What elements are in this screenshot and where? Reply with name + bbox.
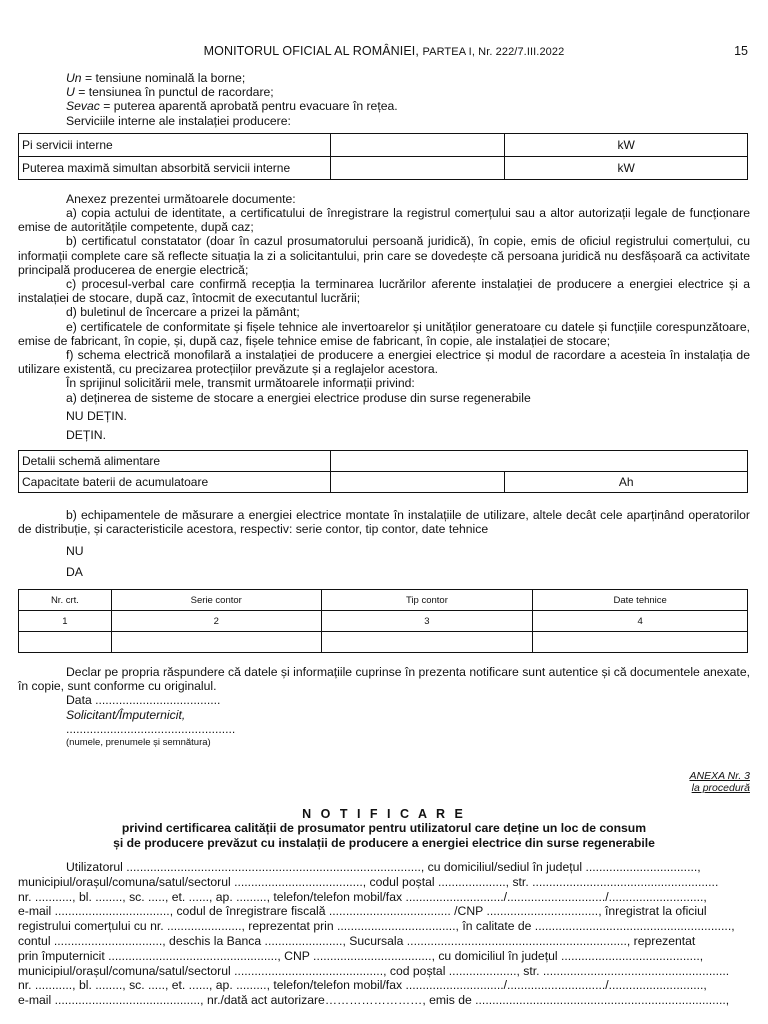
form-line[interactable]: e-mail ..........................................., nr./dată act autorizare……………………, emis de ..........................................................................,	[18, 993, 730, 1008]
storage-question: a) deținerea de sisteme de stocare a energiei electrice produse din surse regenerabile	[66, 390, 531, 405]
storage-unit: Ah	[505, 472, 748, 493]
option-meter-yes[interactable]: DA	[66, 564, 83, 579]
notification-title: N O T I F I C A R E	[302, 807, 466, 822]
option-meter-no[interactable]: NU	[66, 543, 84, 558]
form-line[interactable]: municipiul/orașul/comuna/satul/sectorul ......................................, codul poștal ...................., str. .......................................................	[18, 874, 719, 889]
form-line[interactable]: nr. ..........., bl. ........, sc. ....., et. ......, ap. ........., telefon/telefon mobil/fax ............................./............................./............................,	[18, 978, 707, 993]
table-row	[19, 472, 748, 493]
storage-label: Detalii schemă alimentare	[19, 451, 331, 472]
metering-question: b) echipamentele de măsurare a energiei electrice montate în instalațiile de utilizare, altele decât cele aparținând operatorilor de distribuție, și caracteristicile acestora, respectiv: serie contor, tip contor, date tehnice	[18, 508, 750, 537]
signature-line[interactable]: ..................................................	[66, 721, 236, 736]
services-unit: kW	[505, 156, 748, 179]
signature-note: (numele, prenumele și semnătura)	[66, 737, 211, 749]
services-label: Puterea maximă simultan absorbită servicii interne	[19, 156, 331, 179]
annex-item-a: a) copia actului de identitate, a certificatului de înregistrare la registrul comerțului sau a altor autorizații legale de funcționare emise de autoritățile competente, după caz;	[18, 206, 750, 235]
annex-item-d: d) buletinul de încercare a prizei la pământ;	[66, 305, 300, 320]
annex-intro: Anexez prezentei următoarele documente:	[66, 191, 296, 206]
table-row	[19, 611, 748, 632]
declaration-block	[18, 665, 750, 749]
storage-table	[18, 450, 748, 493]
table-row	[19, 451, 748, 472]
column-header: Nr. crt.	[19, 590, 112, 611]
definition-sevac: Sevac = puterea aparentă aprobată pentru evacuare în rețea.	[66, 99, 398, 114]
table-row	[19, 632, 748, 653]
table-row	[19, 156, 748, 179]
annex-item-e: e) certificatele de conformitate și fișele tehnice ale invertoarelor și unităților generatoare cu datele și funcțiile corespunzătoare, emise de fabricant, în copie, și, după caz, fișele tehnice emise de fabricant, în copie, ale instalației de stocare;	[18, 319, 750, 348]
services-table	[18, 133, 748, 180]
services-label: Pi servicii interne	[19, 133, 331, 156]
storage-label: Capacitate baterii de acumulatoare	[19, 472, 331, 493]
definition-u: U = tensiunea în punctul de racordare;	[66, 85, 274, 100]
notification-heading	[18, 807, 750, 850]
option-has-storage[interactable]: DEȚIN.	[66, 428, 106, 443]
annex-list	[18, 192, 750, 442]
column-number: 2	[111, 611, 321, 632]
form-line[interactable]: municipiul/orașul/comuna/satul/sectorul ............................................, cod poștal ...................., str. .......................................................	[18, 963, 730, 978]
signer-label: Solicitant/Împuternicit,	[66, 707, 186, 722]
storage-value-cell[interactable]	[330, 472, 505, 493]
meter-cell[interactable]	[19, 632, 112, 653]
date-line[interactable]: Data .....................................	[66, 693, 221, 708]
column-number: 4	[533, 611, 748, 632]
services-intro: Serviciile interne ale instalației producere:	[66, 113, 291, 128]
title-main: MONITORUL OFICIAL AL ROMÂNIEI,	[203, 44, 419, 58]
form-line[interactable]: nr. ..........., bl. ........, sc. ....., et. ......, ap. ........., telefon/telefon mobil/fax ............................./............................./............................,	[18, 889, 707, 904]
notification-subtitle: privind certificarea calității de prosumator pentru utilizatorul care deține un loc de consum	[121, 821, 647, 836]
form-line[interactable]: Utilizatorul ......................................................................................., cu domiciliul/sediul în județul .................................,	[66, 860, 701, 875]
services-unit: kW	[505, 133, 748, 156]
annex3-ref: la procedură	[691, 782, 750, 795]
table-row	[19, 133, 748, 156]
document-page	[18, 0, 750, 1008]
storage-value-cell[interactable]	[330, 451, 747, 472]
table-header-row	[19, 590, 748, 611]
definitions-block	[18, 71, 750, 128]
form-line[interactable]: registrului comerțului cu nr. ......................, reprezentat prin ..................................., în calitate de ..........................................................,	[18, 919, 735, 934]
notification-form	[18, 860, 750, 1008]
annex-item-b: b) certificatul constatator (doar în cazul prosumatorului persoană juridică), în copie, emis de oficiul registrului comerțului, cu informații complete care să reflecte situația la zi a solicitantului, prin care se dovedește că persoana juridică nu desfășoară ca activitate principală producerea de energie electrică;	[18, 234, 750, 277]
declaration-text: Declar pe propria răspundere că datele și informațiile cuprinse în prezenta notificare sunt autentice și că documentele anexate, în copie, sunt conforme cu originalul.	[18, 665, 750, 694]
definition-un: Un = tensiune nominală la borne;	[66, 71, 246, 85]
column-number: 3	[321, 611, 533, 632]
metering-block	[18, 508, 750, 579]
publication-title	[18, 44, 750, 58]
services-value-cell[interactable]	[330, 133, 505, 156]
annex-item-c: c) procesul-verbal care confirmă recepția la terminarea lucrărilor aferente instalației de producere a energiei electrice și a instalației de stocare, după caz, întocmit de executantul lucrării;	[18, 277, 750, 306]
column-header: Date tehnice	[533, 590, 748, 611]
title-part: PARTEA I, Nr. 222/7.III.2022	[422, 46, 565, 58]
form-line[interactable]: prin împuternicit .................................................., CNP ..................................., cu domiciliul în județul .........................................,	[18, 948, 704, 963]
meter-cell[interactable]	[321, 632, 533, 653]
page-number: 15	[734, 44, 748, 58]
option-no-storage[interactable]: NU DEȚIN.	[66, 408, 127, 423]
notification-subtitle: și de producere prevăzut cu instalații de producere a energiei electrice din surse regenerabile	[113, 835, 655, 850]
annex-item-f: f) schema electrică monofilară a instalației de producere a energiei electrice și modul de racordare a acesteia în instalația de utilizare existentă, cu precizarea protecțiilor prevăzute și a reglajelor acestora.	[18, 348, 750, 377]
meter-cell[interactable]	[533, 632, 748, 653]
meters-table	[18, 589, 748, 653]
meter-cell[interactable]	[111, 632, 321, 653]
page-header	[18, 0, 750, 60]
column-header: Serie contor	[111, 590, 321, 611]
form-line[interactable]: contul ................................, deschis la Banca ......................., Sucursala ................................................................., reprezentat	[18, 934, 696, 949]
support-intro: În sprijinul solicitării mele, transmit următoarele informații privind:	[66, 376, 415, 391]
form-line[interactable]: e-mail .................................., codul de înregistrare fiscală .................................... /CNP ................................., înregistrat la oficiul	[18, 904, 707, 919]
annex3-label: ANEXA Nr. 3	[689, 770, 750, 783]
column-header: Tip contor	[321, 590, 533, 611]
services-value-cell[interactable]	[330, 156, 505, 179]
annex3-reference	[18, 770, 750, 794]
column-number: 1	[19, 611, 112, 632]
